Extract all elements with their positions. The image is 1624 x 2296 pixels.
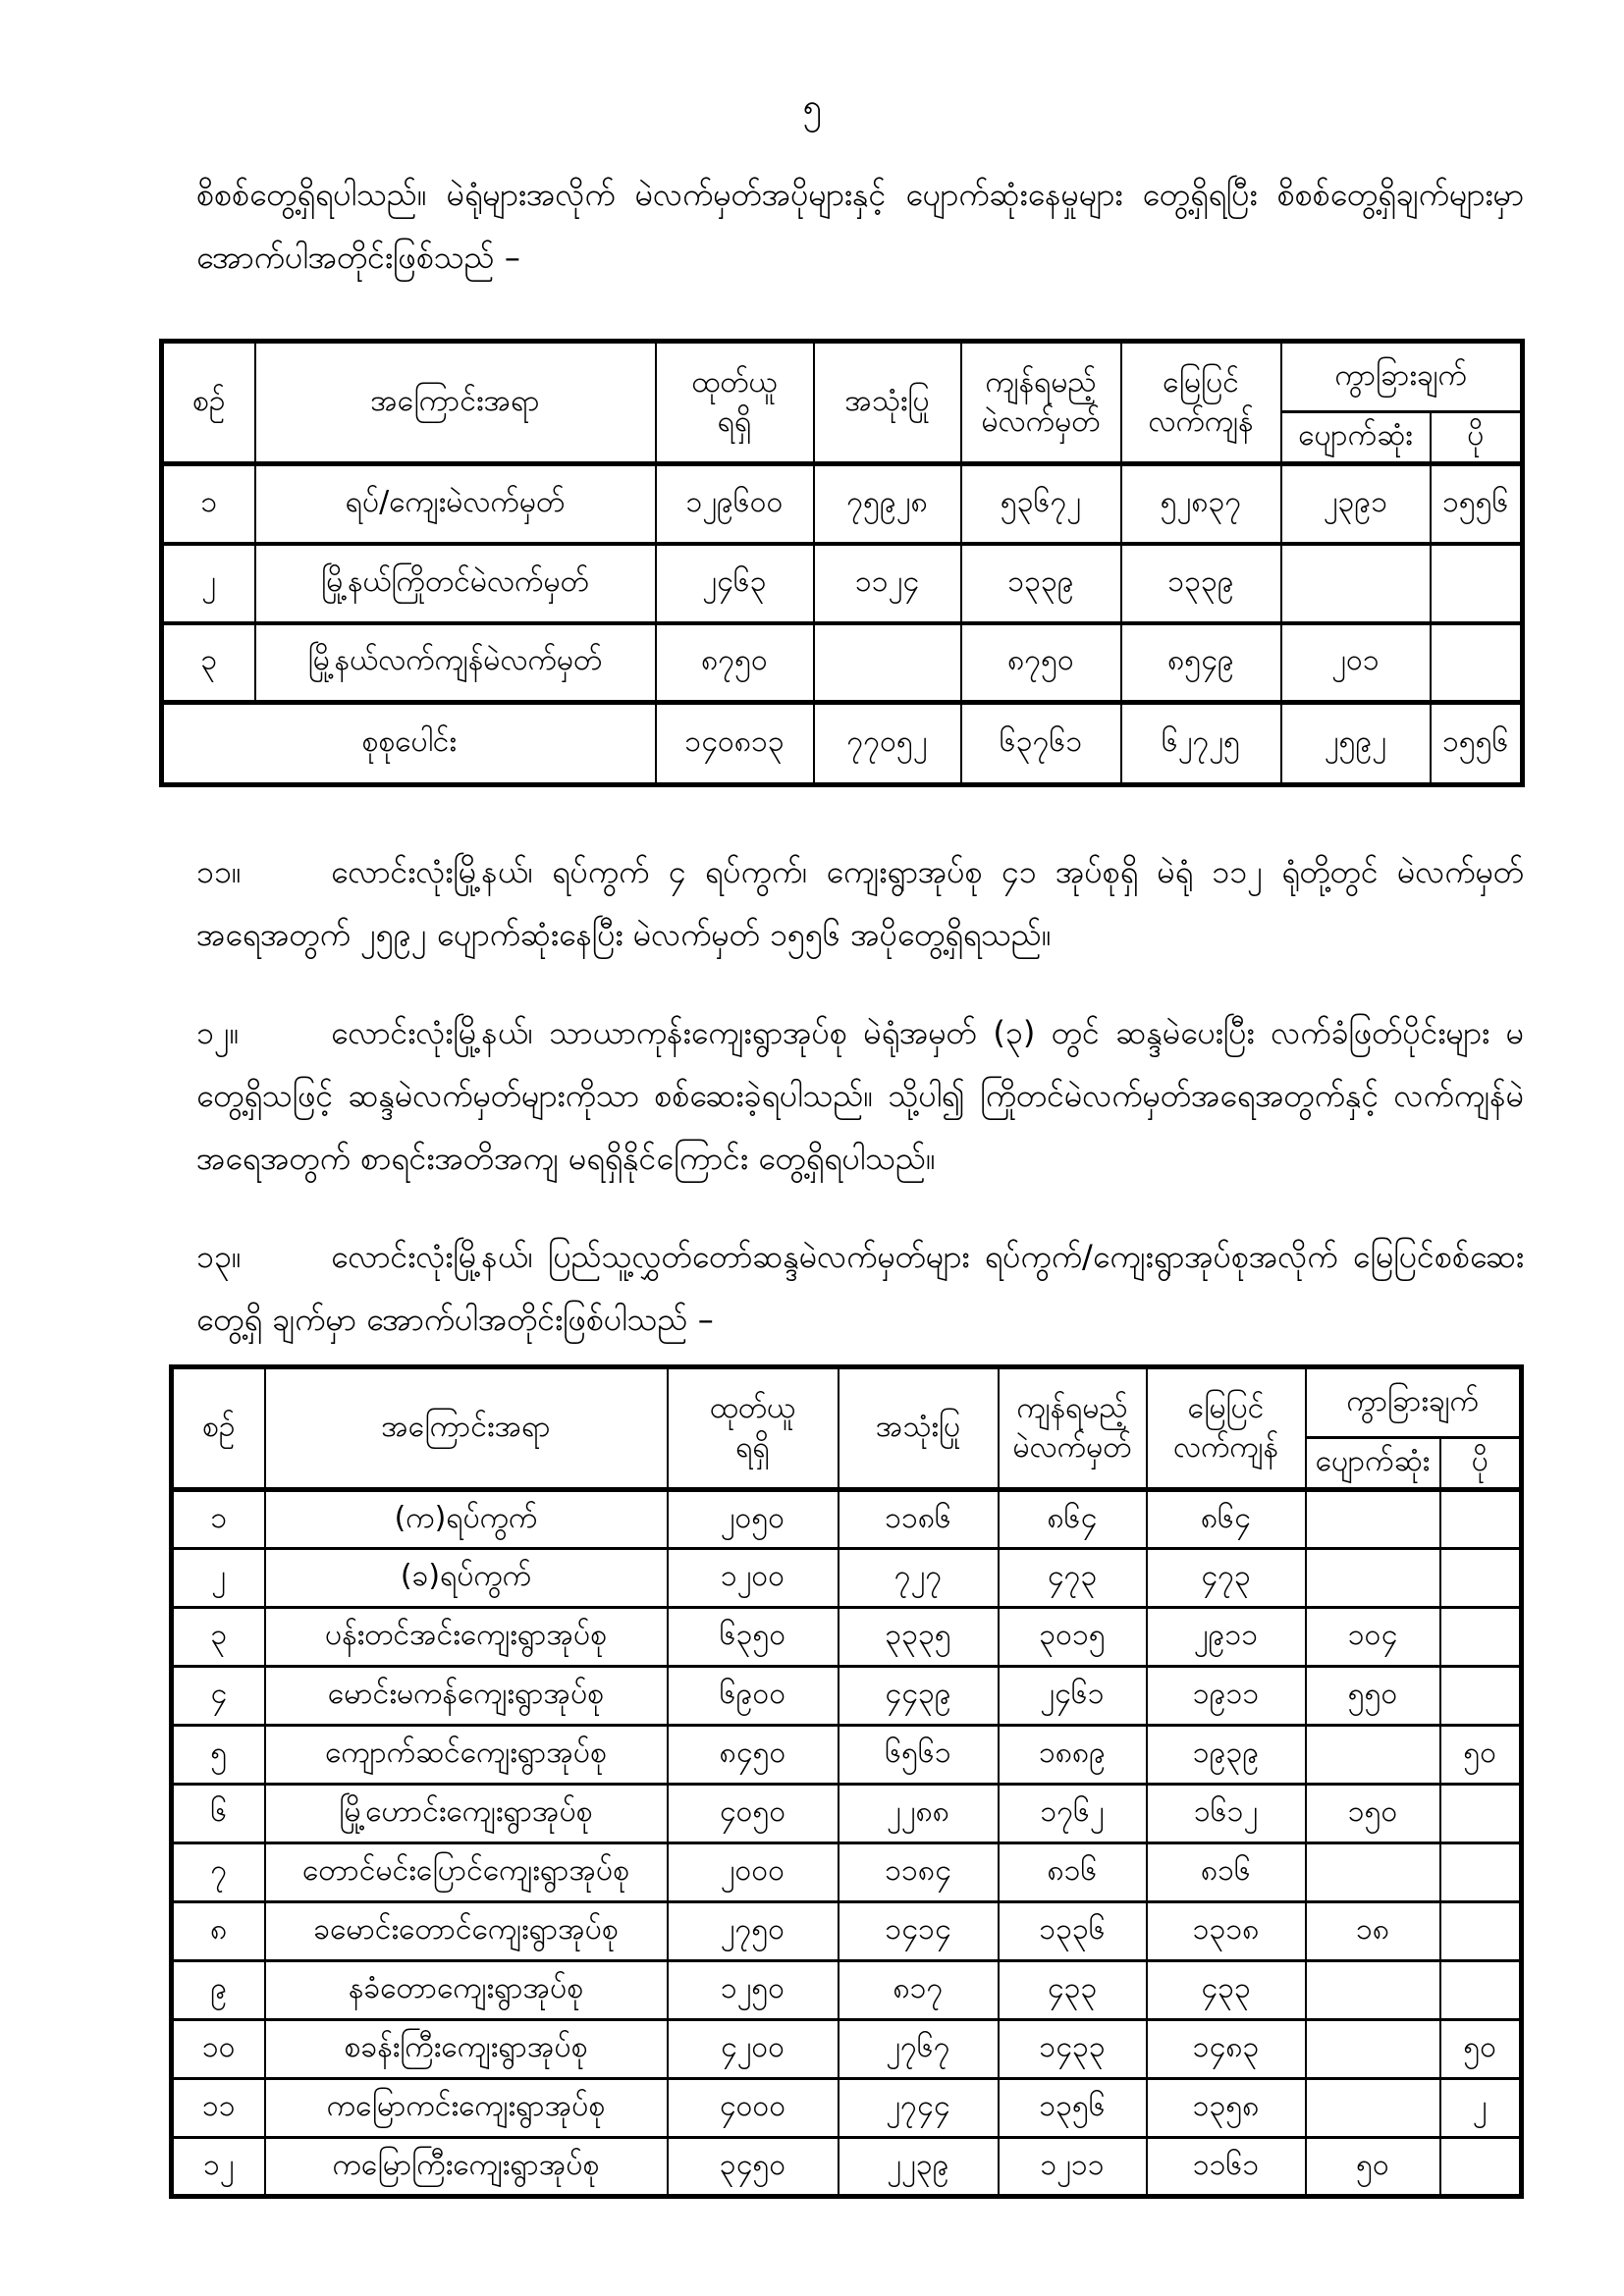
col-header-obtained-line1: ထုတ်ယူ [709, 1391, 796, 1425]
cell-subject: တောင်မင်းပြောင်ကျေးရွာအုပ်စု [265, 1843, 668, 1902]
cell-obtained: ၄၀၀၀ [668, 2079, 839, 2138]
col-header-obtained-line2: ရရှိ [735, 1430, 770, 1465]
cell-no: ၁၂ [172, 2138, 265, 2197]
col-header-ground [1147, 1367, 1306, 1490]
cell-subject: မြို့နယ်လက်ကျန်မဲလက်မှတ် [255, 623, 656, 703]
cell-missing: ၂၅၉၂ [1281, 703, 1431, 785]
cell-subject: နခံတောကျေးရွာအုပ်စု [265, 1961, 668, 2020]
cell-no: ၆ [172, 1785, 265, 1843]
ward-village-table [169, 1364, 1524, 2199]
cell-expected: ၁၄၃၃ [999, 2020, 1147, 2079]
table-row [172, 1961, 1522, 2020]
cell-subject: မြို့ဟောင်းကျေးရွာအုပ်စု [265, 1785, 668, 1843]
cell-expected: ၁၃၃၉ [961, 544, 1121, 623]
cell-extra [1440, 1843, 1522, 1902]
cell-expected: ၅၃၆၇၂ [961, 464, 1121, 544]
col-header-ground-line1: မြေပြင် [1163, 365, 1239, 400]
col-header-obtained [668, 1367, 839, 1490]
cell-used: ၂၂၃၉ [839, 2138, 999, 2197]
cell-extra: ၂ [1440, 2079, 1522, 2138]
cell-extra [1440, 2138, 1522, 2197]
cell-missing: ၁၈ [1306, 1902, 1440, 1961]
cell-obtained: ၂၀၀၀ [668, 1843, 839, 1902]
col-header-used: အသုံးပြု [839, 1367, 999, 1490]
ballot-summary-table-wrap [159, 339, 1520, 787]
col-header-ground [1121, 342, 1281, 464]
cell-no: ၁၀ [172, 2020, 265, 2079]
cell-no: ၇ [172, 1843, 265, 1902]
cell-ground: ၁၃၅၈ [1147, 2079, 1306, 2138]
col-header-no: စဉ် [162, 342, 255, 464]
paragraph-text: လောင်းလုံးမြို့နယ်၊ သာယာကုန်းကျေးရွာအုပ်စု မဲရုံအမှတ် (၃) တွင် ဆန္ဒမဲပေးပြီး လက်ခံဖြတ်ပိုင်းများ မတွေ့ရှိသဖြင့် ဆန္ဒမဲလက်မှတ်များကိုသာ စစ်ဆေးခဲ့ရပါသည်။ သို့ပါ၍ ကြိုတင်မဲလက်မှတ်အရေအတွက်နှင့် လက်ကျန်မဲအရေအတွက် စာရင်းအတိအကျ မရရှိနိုင်ကြောင်း တွေ့ရှိရပါသည်။ [196, 1014, 1525, 1177]
cell-obtained: ၁၂၉၆၀၀ [656, 464, 814, 544]
table-row [172, 1667, 1522, 1726]
cell-no: ၄ [172, 1667, 265, 1726]
cell-ground: ၁၆၁၂ [1147, 1785, 1306, 1843]
cell-obtained: ၄၂၀၀ [668, 2020, 839, 2079]
cell-used: ၄၄၃၉ [839, 1667, 999, 1726]
cell-used: ၇၇၀၅၂ [814, 703, 961, 785]
table-row [172, 1843, 1522, 1902]
cell-used: ၁၄၁၄ [839, 1902, 999, 1961]
cell-missing: ၂၃၉၁ [1281, 464, 1431, 544]
cell-ground: ၅၂၈၃၇ [1121, 464, 1281, 544]
cell-used: ၁၁၂၄ [814, 544, 961, 623]
cell-subject: (ခ)ရပ်ကွက် [265, 1549, 668, 1608]
cell-extra [1440, 1490, 1522, 1549]
cell-subject: (က)ရပ်ကွက် [265, 1490, 668, 1549]
cell-extra [1440, 1785, 1522, 1843]
cell-expected: ၄၇၃ [999, 1549, 1147, 1608]
col-header-subject: အကြောင်းအရာ [265, 1367, 668, 1490]
intro-paragraph: စိစစ်တွေ့ရှိရပါသည်။ မဲရုံများအလိုက် မဲလက်မှတ်အပိုများနှင့် ပျောက်ဆုံးနေမှုများ တွေ့ရှိရပြီး စိစစ်တွေ့ရှိချက်များမှာ အောက်ပါအတိုင်းဖြစ်သည် – [196, 176, 1524, 276]
cell-obtained: ၆၃၅၀ [668, 1608, 839, 1667]
table-row [172, 1902, 1522, 1961]
table-row [162, 464, 1523, 544]
cell-used: ၂၂၈၈ [839, 1785, 999, 1843]
cell-no: ၅ [172, 1726, 265, 1785]
table-row [172, 1549, 1522, 1608]
cell-missing [1306, 2079, 1440, 2138]
col-header-ground-line2: လက်ကျန် [1172, 1430, 1279, 1465]
cell-subject: ခမောင်းတောင်ကျေးရွာအုပ်စု [265, 1902, 668, 1961]
paragraph-11 [196, 840, 1524, 966]
col-header-obtained [656, 342, 814, 464]
cell-obtained: ၈၄၅၀ [668, 1726, 839, 1785]
cell-total-label: စုစုပေါင်း [162, 703, 656, 785]
table-row [172, 1490, 1522, 1549]
cell-subject: စခန်းကြီးကျေးရွာအုပ်စု [265, 2020, 668, 2079]
cell-expected: ၁၈၈၉ [999, 1726, 1147, 1785]
cell-missing: ၁၅၀ [1306, 1785, 1440, 1843]
cell-extra [1431, 544, 1523, 623]
cell-missing [1306, 2020, 1440, 2079]
paragraph-number: ၁၂။ [196, 1014, 240, 1051]
cell-extra: ၁၅၅၆ [1431, 703, 1523, 785]
cell-ground: ၄၇၃ [1147, 1549, 1306, 1608]
cell-no: ၁ [162, 464, 255, 544]
cell-ground: ၁၉၁၁ [1147, 1667, 1306, 1726]
cell-ground: ၈၅၄၉ [1121, 623, 1281, 703]
cell-obtained: ၆၉၀၀ [668, 1667, 839, 1726]
cell-obtained: ၈၇၅၀ [656, 623, 814, 703]
col-header-extra: ပို [1431, 412, 1523, 464]
cell-extra: ၅၀ [1440, 2020, 1522, 2079]
cell-expected: ၈၆၄ [999, 1490, 1147, 1549]
paragraph-13 [196, 1225, 1524, 1351]
table-row [172, 2020, 1522, 2079]
table-row [172, 1608, 1522, 1667]
cell-obtained: ၃၄၅၀ [668, 2138, 839, 2197]
cell-obtained: ၁၂၅၀ [668, 1961, 839, 2020]
cell-ground: ၈၁၆ [1147, 1843, 1306, 1902]
cell-subject: မောင်းမကန်ကျေးရွာအုပ်စု [265, 1667, 668, 1726]
col-header-expected-line1: ကျန်ရမည့် [1016, 1391, 1128, 1425]
cell-expected: ၁၃၅၆ [999, 2079, 1147, 2138]
cell-missing: ၂၀၁ [1281, 623, 1431, 703]
cell-expected: ၁၃၃၆ [999, 1902, 1147, 1961]
cell-ground: ၄၃၃ [1147, 1961, 1306, 2020]
cell-ground: ၂၉၁၁ [1147, 1608, 1306, 1667]
cell-missing: ၁၀၄ [1306, 1608, 1440, 1667]
col-header-expected-line1: ကျန်ရမည့် [985, 365, 1097, 400]
cell-missing [1306, 1490, 1440, 1549]
ward-village-table-wrap [169, 1364, 1519, 2199]
paragraph-12 [196, 1001, 1524, 1190]
page-number: ၅ [802, 87, 822, 127]
paragraph-number: ၁၃။ [196, 1238, 242, 1275]
cell-subject: ကမြောကင်းကျေးရွာအုပ်စု [265, 2079, 668, 2138]
cell-subject: ကမြောကြီးကျေးရွာအုပ်စု [265, 2138, 668, 2197]
cell-missing [1306, 1726, 1440, 1785]
cell-extra: ၅၀ [1440, 1726, 1522, 1785]
cell-no: ၂ [162, 544, 255, 623]
cell-no: ၁ [172, 1490, 265, 1549]
col-header-extra: ပို [1440, 1438, 1522, 1490]
table-row [172, 1785, 1522, 1843]
cell-missing [1281, 544, 1431, 623]
cell-subject: ကျောက်ဆင်ကျေးရွာအုပ်စု [265, 1726, 668, 1785]
col-header-expected-line2: မဲလက်မှတ် [1012, 1430, 1132, 1465]
cell-no: ၈ [172, 1902, 265, 1961]
cell-extra [1440, 1961, 1522, 2020]
cell-expected: ၁၇၆၂ [999, 1785, 1147, 1843]
cell-extra [1440, 1667, 1522, 1726]
col-header-expected [961, 342, 1121, 464]
cell-extra [1440, 1549, 1522, 1608]
cell-ground: ၆၂၇၂၅ [1121, 703, 1281, 785]
col-header-missing: ပျောက်ဆုံး [1306, 1438, 1440, 1490]
cell-used: ၆၅၆၁ [839, 1726, 999, 1785]
cell-used: ၁၁၈၄ [839, 1843, 999, 1902]
cell-used: ၁၁၈၆ [839, 1490, 999, 1549]
table-row [172, 2079, 1522, 2138]
cell-missing [1306, 1549, 1440, 1608]
table-total-row [162, 703, 1523, 785]
cell-expected: ၁၂၁၁ [999, 2138, 1147, 2197]
cell-used: ၂၇၆၇ [839, 2020, 999, 2079]
cell-no: ၁၁ [172, 2079, 265, 2138]
cell-obtained: ၄၀၅၀ [668, 1785, 839, 1843]
cell-ground: ၁၁၆၁ [1147, 2138, 1306, 2197]
cell-used: ၃၃၃၅ [839, 1608, 999, 1667]
cell-ground: ၁၉၃၉ [1147, 1726, 1306, 1785]
cell-ground: ၁၃၃၉ [1121, 544, 1281, 623]
cell-expected: ၄၃၃ [999, 1961, 1147, 2020]
cell-used [814, 623, 961, 703]
cell-subject: ပန်းတင်အင်းကျေးရွာအုပ်စု [265, 1608, 668, 1667]
cell-no: ၉ [172, 1961, 265, 2020]
cell-obtained: ၂၀၅၀ [668, 1490, 839, 1549]
col-header-subject: အကြောင်းအရာ [255, 342, 656, 464]
cell-expected: ၂၄၆၁ [999, 1667, 1147, 1726]
cell-obtained: ၁၂၀၀ [668, 1549, 839, 1608]
cell-no: ၃ [172, 1608, 265, 1667]
cell-extra [1440, 1608, 1522, 1667]
table-row [172, 1726, 1522, 1785]
col-header-obtained-line2: ရရှိ [717, 404, 752, 439]
col-header-missing: ပျောက်ဆုံး [1281, 412, 1431, 464]
cell-obtained: ၂၇၅၀ [668, 1902, 839, 1961]
paragraph-text: လောင်းလုံးမြို့နယ်၊ ပြည်သူ့လွှတ်တော်ဆန္ဒမဲလက်မှတ်များ ရပ်ကွက်/ကျေးရွာအုပ်စုအလိုက် မြေပြင်စစ်ဆေးတွေ့ရှိ ချက်မှာ အောက်ပါအတိုင်းဖြစ်ပါသည် – [196, 1238, 1524, 1338]
cell-expected: ၈၁၆ [999, 1843, 1147, 1902]
cell-extra: ၁၅၅၆ [1431, 464, 1523, 544]
col-header-no: စဉ် [172, 1367, 265, 1490]
table-header-row [172, 1367, 1522, 1438]
col-header-difference: ကွာခြားချက် [1281, 342, 1523, 412]
table-row [172, 2138, 1522, 2197]
cell-no: ၃ [162, 623, 255, 703]
cell-missing [1306, 1961, 1440, 2020]
col-header-difference: ကွာခြားချက် [1306, 1367, 1522, 1438]
paragraph-text: လောင်းလုံးမြို့နယ်၊ ရပ်ကွက် ၄ ရပ်ကွက်၊ ကျေးရွာအုပ်စု ၄၁ အုပ်စုရှိ မဲရုံ ၁၁၂ ရုံတို့တွင် မဲလက်မှတ်အရေအတွက် ၂၅၉၂ ပျောက်ဆုံးနေပြီး မဲလက်မှတ် ၁၅၅၆ အပိုတွေ့ရှိရသည်။ [196, 853, 1525, 953]
cell-used: ၇၅၉၂၈ [814, 464, 961, 544]
ballot-summary-table [159, 339, 1525, 787]
col-header-used: အသုံးပြု [814, 342, 961, 464]
cell-missing [1306, 1843, 1440, 1902]
cell-missing: ၅၀ [1306, 2138, 1440, 2197]
col-header-expected-line2: မဲလက်မှတ် [981, 404, 1101, 439]
cell-ground: ၁၄၈၃ [1147, 2020, 1306, 2079]
cell-expected: ၆၃၇၆၁ [961, 703, 1121, 785]
table-row [162, 623, 1523, 703]
col-header-ground-line2: လက်ကျန် [1148, 404, 1254, 439]
cell-ground: ၁၃၁၈ [1147, 1902, 1306, 1961]
col-header-ground-line1: မြေပြင် [1187, 1391, 1265, 1425]
cell-no: ၂ [172, 1549, 265, 1608]
cell-used: ၂၇၄၄ [839, 2079, 999, 2138]
cell-subject: မြို့နယ်ကြိုတင်မဲလက်မှတ် [255, 544, 656, 623]
cell-expected: ၃၀၁၅ [999, 1608, 1147, 1667]
table-row [162, 544, 1523, 623]
table-header-row [162, 342, 1523, 412]
cell-used: ၇၂၇ [839, 1549, 999, 1608]
cell-obtained: ၂၄၆၃ [656, 544, 814, 623]
col-header-obtained-line1: ထုတ်ယူ [691, 365, 778, 400]
cell-expected: ၈၇၅၀ [961, 623, 1121, 703]
col-header-expected [999, 1367, 1147, 1490]
cell-used: ၈၁၇ [839, 1961, 999, 2020]
cell-obtained: ၁၄၀၈၁၃ [656, 703, 814, 785]
cell-missing: ၅၅၀ [1306, 1667, 1440, 1726]
cell-extra [1431, 623, 1523, 703]
cell-ground: ၈၆၄ [1147, 1490, 1306, 1549]
cell-extra [1440, 1902, 1522, 1961]
paragraph-number: ၁၁။ [196, 853, 242, 890]
cell-subject: ရပ်/ကျေးမဲလက်မှတ် [255, 464, 656, 544]
